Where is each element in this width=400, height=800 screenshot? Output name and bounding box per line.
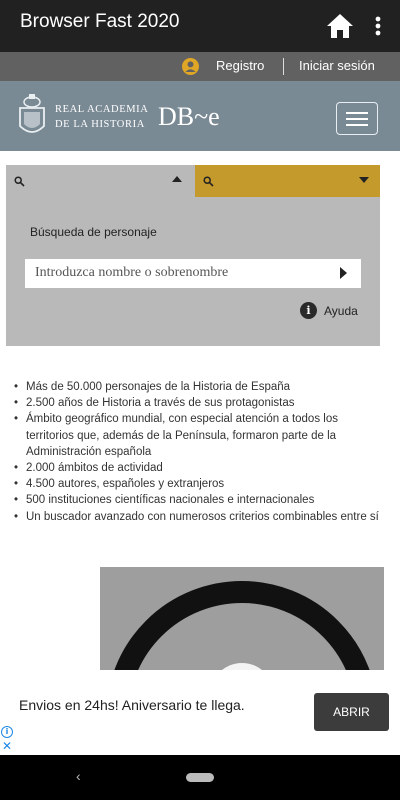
institution-line-1: REAL ACADEMIA [55,104,149,115]
list-item: • Ámbito geográfico mundial, con especial atención a todos los territorios que, además de la Península, formaron parte de la Administración española [13,411,383,460]
ad-text: Envios en 24hs! Aniversario te llega. [19,697,245,713]
search-input[interactable] [25,259,361,288]
search-panel [6,165,380,346]
chevron-down-icon [359,177,369,183]
home-icon[interactable] [326,13,354,39]
app-bar [0,0,400,52]
user-bar [0,52,400,81]
feature-list [13,379,383,525]
search-icon [203,176,214,187]
help-label: Ayuda [324,304,358,318]
close-icon[interactable]: ✕ [2,739,13,753]
register-link[interactable]: Registro [216,58,265,73]
menu-button[interactable] [336,102,378,135]
tab-advanced-search[interactable] [195,165,380,197]
list-item: • Un buscador avanzado con numerosos criterios combinables entre sí [13,509,383,525]
back-icon[interactable]: ‹ [76,768,81,784]
hamburger-icon-bar [346,118,368,120]
login-link[interactable]: Iniciar sesión [299,58,375,73]
list-item: • 2.500 años de Historia a través de sus protagonistas [13,395,383,411]
more-vert-icon[interactable] [368,14,388,38]
play-icon[interactable] [100,567,384,670]
info-icon[interactable]: i [1,726,13,738]
institution-name [55,102,148,132]
hamburger-icon-bar [346,124,368,126]
tab-simple-search[interactable] [6,165,192,197]
list-item: • 500 instituciones científicas nacionales e internacionales [13,492,383,508]
help-button[interactable] [300,301,360,321]
search-placeholder: Introduzca nombre o sobrenombre [35,265,229,280]
site-header [0,81,400,151]
info-icon: i [300,302,317,319]
home-pill-icon[interactable] [186,773,214,782]
open-button[interactable]: ABRIR [314,693,389,731]
search-label: Búsqueda de personaje [30,225,157,239]
crest-logo[interactable] [16,92,48,140]
dbe-logo[interactable]: DB~e [158,102,220,131]
nav-bar [0,755,400,800]
play-icon[interactable] [340,267,347,279]
search-icon [14,176,25,187]
divider [283,58,284,75]
institution-line-2: DE LA HISTORIA [55,119,145,130]
ad-banner [0,670,400,755]
app-title: Browser Fast 2020 [20,11,180,32]
list-item: • Más de 50.000 personajes de la Historia de España [13,379,383,395]
chevron-up-icon [172,176,182,182]
list-item: • 4.500 autores, españoles y extranjeros [13,476,383,492]
hamburger-icon [346,112,368,114]
video-player[interactable] [100,567,384,670]
list-item: • 2.000 ámbitos de actividad [13,460,383,476]
user-icon [182,58,199,75]
